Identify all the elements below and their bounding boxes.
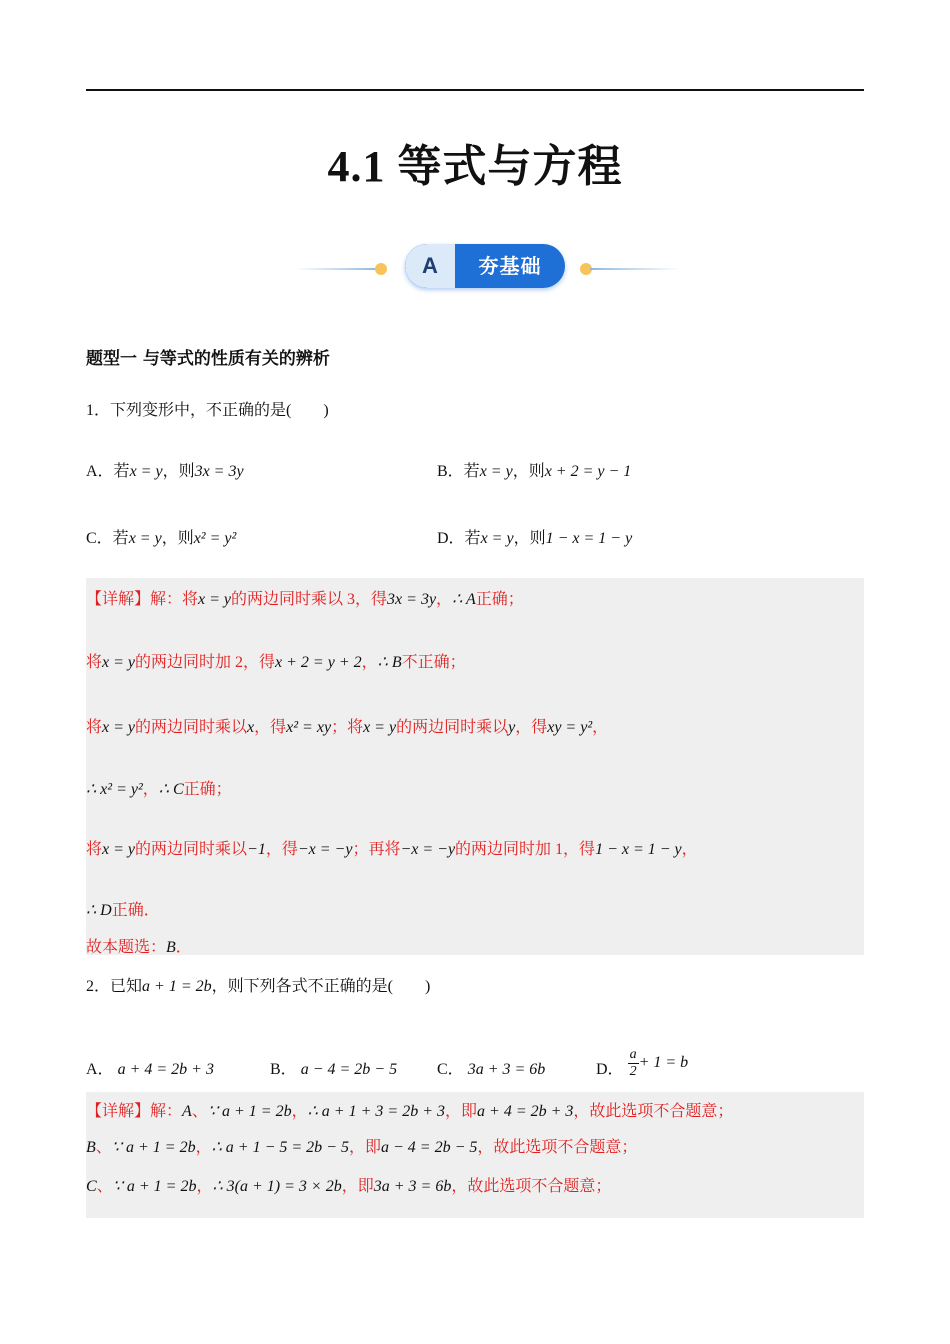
q2-option-b [270,1056,397,1079]
q2-option-a [86,1056,214,1079]
explain-text: 正确； [183,781,232,798]
explain-math: x = y [363,719,397,736]
explain-text: 的两边同时乘以 [135,719,248,736]
explain-text: 、 [95,1139,112,1156]
explain-math: x = y [102,841,136,858]
explain-math: ∴ x² = y² [86,781,143,798]
option-result: x² = y² [193,530,237,547]
option-result: 1 − x = 1 − y [545,530,633,547]
q2-option-d [596,1034,688,1079]
explain-math: C [86,1178,97,1195]
explain-tag: 【详解】 [86,1103,151,1120]
badge-line-right [590,268,680,270]
q1-explanation-box [86,578,864,955]
option-then: ，则 [512,463,545,480]
explain-math: a + 4 = 2b + 3 [477,1103,574,1120]
explain-text: 不正确； [401,654,466,671]
explain-text: ，故此选项不合题意； [477,1139,638,1156]
explain-text: ． [175,939,192,956]
option-expression: 3a + 3 = 6b [467,1061,546,1078]
explain-text: 故本题选： [86,939,167,956]
explain-text: 将 [86,841,103,858]
explain-text: ， [142,781,159,798]
explain-math: B [86,1139,96,1156]
option-label: B． [270,1061,297,1078]
q2-stem [86,973,430,996]
explain-math: a − 4 = 2b − 5 [380,1139,478,1156]
q2-explain-line-3 [86,1173,611,1196]
explain-text: 将 [86,719,103,736]
badge-dot-left [375,263,387,275]
explain-math: ∴ D [86,902,112,919]
explain-text: 的两边同时乘以 [396,719,509,736]
explain-text: ，得 [254,719,287,736]
explain-text: ， [436,591,453,608]
explain-math: ∵ a + 1 = 2b [207,1103,292,1120]
explain-math: 3a + 3 = 6b [373,1178,452,1195]
option-label: C．若 [86,530,129,547]
explain-text: ，即 [348,1139,381,1156]
fraction-numerator: a [629,1047,637,1063]
q1-explain-line-5 [86,836,698,859]
explain-math: ∴ B [377,654,402,671]
explain-text: ，得 [265,841,298,858]
explain-math: x + 2 = y + 2 [275,654,362,671]
explain-text: 的两边同时加 1，得 [455,841,596,858]
explain-math: x [247,719,255,736]
q2-stem-math: a + 1 = 2b [142,978,212,995]
q1-option-d [437,525,632,548]
q1-stem [86,397,329,420]
explain-math: ∵ a + 1 = 2b [112,1178,197,1195]
q1-explain-line-6 [86,897,160,920]
explain-text: ，即 [341,1178,374,1195]
q1-explain-line-2 [86,649,466,672]
explain-text: ， [681,841,698,858]
explain-text: ， [195,1139,212,1156]
explain-text: 的两边同时加 2，得 [135,654,276,671]
explain-text: 的两边同时乘以 [135,841,248,858]
q2-option-c [437,1056,545,1079]
top-rule [86,89,864,91]
explain-math: −1 [247,841,266,858]
explain-text: ， [291,1103,308,1120]
q1-option-b [437,458,631,481]
explain-math: y [508,719,516,736]
option-label: C． [437,1061,464,1078]
option-then: ，则 [162,463,195,480]
q2-explain-line-2 [86,1134,637,1157]
explain-text: 正确； [475,591,524,608]
badge-line-left [295,268,377,270]
explain-math: x = y [102,719,136,736]
explain-text: 正确． [111,902,160,919]
option-condition: x = y [479,463,513,480]
explain-math: 1 − x = 1 − y [595,841,682,858]
explain-tag: 【详解】 [86,591,151,608]
explain-text: ，故此选项不合题意； [573,1103,734,1120]
explain-text: ， [196,1178,213,1195]
explain-math: 3x = 3y [387,591,437,608]
explain-text: 、 [96,1178,113,1195]
explain-text: 解：将 [150,591,199,608]
q1-stem-text: 1．下列变形中，不正确的是 [86,402,287,419]
explain-text: 的两边同时乘以 3，得 [231,591,388,608]
explain-math: xy = y² [547,719,593,736]
explain-text: ，即 [445,1103,478,1120]
q2-stem-post: ，则下列各式不正确的是 [211,978,388,995]
badge-letter: A [422,253,438,278]
section-badge [405,244,565,288]
q1-explain-line-7 [86,934,192,957]
q1-explain-line-1 [86,586,524,609]
q2-explain-line-1 [86,1098,733,1121]
explain-math: ∴ a + 1 + 3 = 2b + 3 [307,1103,445,1120]
option-condition: x = y [480,530,514,547]
q1-option-c [86,525,236,548]
explain-text: 将 [86,654,103,671]
q2-paren: ( ) [387,978,431,995]
q1-option-a [86,458,244,481]
explain-text: 解： [150,1103,183,1120]
option-expression: a + 4 = 2b + 3 [117,1061,214,1078]
explain-math: ∴ A [452,591,476,608]
explain-math: ∴ a + 1 − 5 = 2b − 5 [211,1139,349,1156]
q1-paren: ( ) [286,402,329,419]
explain-text: ， [361,654,378,671]
option-condition: x = y [128,530,162,547]
option-label: D．若 [437,530,481,547]
explain-math: x = y [102,654,136,671]
option-label: D． [596,1061,624,1078]
explain-math: B [166,939,176,956]
explain-math: ∴ 3(a + 1) = 3 × 2b [212,1178,342,1195]
explain-math: −x = −y [400,841,456,858]
explain-math: x² = xy [286,719,332,736]
fraction [628,1047,639,1079]
option-label: B．若 [437,463,480,480]
section-heading: 题型一 与等式的性质有关的辨析 [86,349,330,369]
page-title: 4.1 等式与方程 [327,142,623,191]
option-condition: x = y [129,463,163,480]
explain-text: ， [592,719,609,736]
option-expression: + 1 = b [638,1053,689,1071]
option-then: ，则 [513,530,546,547]
explain-math: −x = −y [297,841,353,858]
explain-math: ∵ a + 1 = 2b [111,1139,196,1156]
explain-text: ，故此选项不合题意； [451,1178,612,1195]
option-then: ，则 [161,530,194,547]
option-expression: a − 4 = 2b − 5 [300,1061,398,1078]
q2-stem-pre: 2．已知 [86,978,143,995]
option-result: 3x = 3y [194,463,244,480]
option-label: A．若 [86,463,130,480]
explain-text: ，得 [515,719,548,736]
option-result: x + 2 = y − 1 [544,463,632,480]
fraction-denominator: 2 [629,1063,637,1079]
option-label: A． [86,1061,114,1078]
explain-text: ；再将 [352,841,401,858]
explain-math: ∴ C [158,781,184,798]
explain-math: x = y [198,591,232,608]
q1-explain-line-3 [86,714,608,737]
explain-text: 、 [191,1103,208,1120]
q1-explain-line-4 [86,776,232,799]
explain-text: ；将 [331,719,364,736]
badge-text: 夯基础 [478,254,542,278]
explain-math: A [182,1103,192,1120]
